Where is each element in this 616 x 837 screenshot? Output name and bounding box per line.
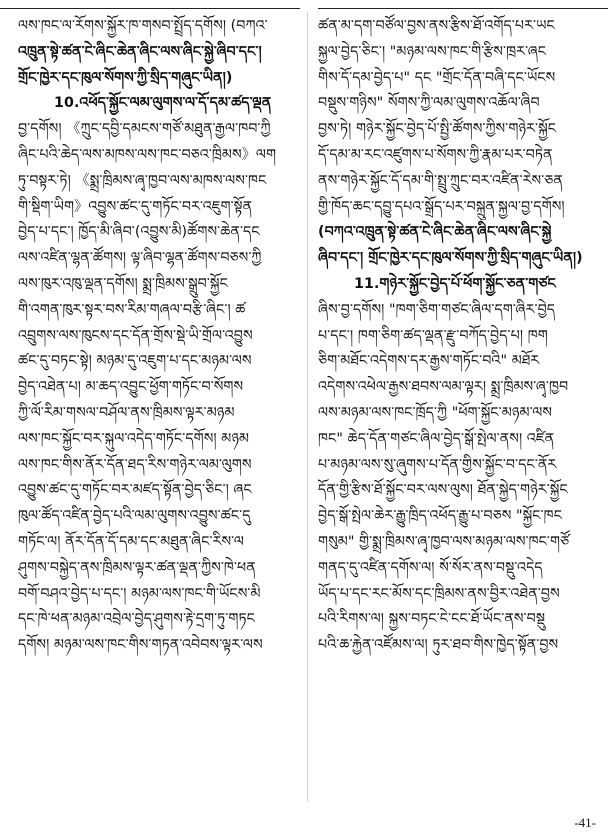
left-column-line: བགོ་བཤའ་བྱེད་པ་དང་། མཉམ་ལས་ཁང་གི་ཡོངས་མི [18, 585, 261, 602]
right-column-line: ཞིས་བྱ་དགོས། "ཁག་ཅིག་གཙང་ཞིལ་དག་ཞིར་བྱེད [318, 301, 556, 318]
left-column-line: ལས་ཁང་གིས་ནོར་དོན་ཐད་རིས་གཉེར་ལམ་ལུགས [18, 456, 252, 473]
right-column-line: ཁང" ཆེད་དོན་གཙང་ཞིལ་བྱེད་སྒོ་སྤེལ་ནས། འཛིན [318, 430, 555, 447]
right-column-line: པ་མཉམ་ལས་སུ་ཞུགས་པ་དོན་གྱིས་སྐྱོང་བ་དང་ནོར [318, 456, 557, 473]
left-column-line: འབྲུགས་ལས་ཁུངས་དང་དོན་གྲོས་སྡེ་ཡི་གྲོལ་འབྱུས [18, 327, 253, 344]
left-column-line: 10.འཕོད་སྐྱོང་ལམ་ལུགས་ལ་དོ་དམ་ཚད་ལྡན [54, 95, 272, 112]
left-column-line: ལས་ཁང་སྐྱོང་བར་སྐུལ་འདེད་གཏོང་དགོས། མཉམ [18, 430, 250, 447]
right-column-line: འདེགས་འཕེལ་རྒྱས་ཐབས་ལམ་ལྟར། སྨྲ་ཁྲིམས་ཞྭ་ཁྱབ [318, 379, 569, 396]
right-column-line: པ་དང་། ཁག་ཅིག་ཚད་ལྡན་རྫུ་བཀོད་བྱེད་པ། ཁག [318, 327, 548, 344]
right-column-line: གྱི་ཁོད་ཆང་དབྱུ་དཔའ་སྒྲོད་པར་བསྐྲུན་སྐྱལ་བྱ་དགོས། [318, 198, 565, 215]
right-column-line: དོན་གྱི་རྩིས་ཐོ་སྐྱོང་བར་ལས་ལུས། ཐོན་སྐྱེད་གཉེར་སྐྱོང [318, 482, 568, 499]
right-column-line: ཞིབ་དང་། གྲོང་ཁྱེར་དང་ཁུལ་སོགས་ཀྱི་སྲིད་གཞུང་ཡིན།) [318, 250, 583, 267]
page-number: -41- [574, 815, 596, 830]
right-column-line: པའི་ཆ་རྐྱེན་འཛོམས་ལ། ཏུར་ཐབ་གིས་ཁྱེད་སྟོན་བྱས [318, 637, 559, 654]
top-rule-left [0, 8, 300, 9]
left-column-line: ལས་ཁང་ལ་རོགས་སྐྱོར་ཁ་གསབ་སྤྲོད་དགོས། (བཀའ་ [18, 18, 268, 34]
left-column-line: ཁུལ་ཚོད་འཛིན་བྱེད་པའི་ལམ་ལུགས་འབྱུས་ཚང་དུ [18, 508, 251, 525]
left-column-line: ཞིང་པའི་ཆེད་ལས་མཁས་ལས་ཁང་བཅའ་ཁྲིམས》ལག [18, 146, 277, 163]
right-column-line: གིས་དོ་དམ་བྱེད་པ" དང "གྲོང་དོན་བཞི་དང་ཡོངས [318, 69, 556, 86]
left-column-line: བྱེད་འཐེན་པ། མ་ཆད་འབྱུང་ཕྱོག་གཏོང་བ་སོགས [18, 379, 244, 396]
right-column-line: ལས་མཉམ་ལས་ཁང་ཁྲོད་ཀྱི "ཕོག་སྐྱོང་མཉམ་ལས [318, 404, 553, 421]
right-column-line: བསྡུས་གཉིས" སོགས་ཀྱི་ལམ་ལུགས་འཆོལ་ཞིབ [318, 95, 540, 112]
top-rule-right [318, 8, 608, 9]
right-column-line: གསུམ" གྱི་སྨྲ་ཁྲིམས་ཞྭ་ཁྱབ་ལས་མཉམ་ལས་ཁང་གཙོ [318, 533, 570, 550]
right-column-line: དོ་དམ་མ་རང་འཛུགས་པ་སོགས་ཀྱི་རྣམ་པར་བཏེན [318, 146, 553, 163]
left-column-line: ལས་འཛིན་ལྷན་ཚོགས། ལྟ་ཞིབ་ལྷན་ཚོགས་བཅས་ཀྱི [18, 250, 262, 267]
right-column-line: གནད་དུ་འཛིན་དགོས་ལ། སོ་སོར་ནས་བསྡུ་འདེད [318, 559, 543, 576]
left-column-line: དགོས། མཉམ་ལས་ཁང་གིས་གཏན་འབེབས་ལྟར་ལས [18, 637, 263, 654]
left-column-line: ཤུགས་བསྐྱེད་ནས་ཁྲིམས་ལྟར་ཚན་ལྡན་ཀྱིས་ཁེ་ཕན [18, 559, 256, 576]
left-column-line: གཏོང་ལ། ནོར་དོན་དོ་དམ་དང་མཐུན་ཞིང་རིས་ལ [18, 533, 244, 550]
left-column-line: གྲོང་ཁྱེར་དང་ཁུལ་སོགས་ཀྱི་སྲིད་གཞུང་ཡིན།) [18, 69, 233, 86]
left-column-line: ཏུ་བསྟར་ཏེ། 《སྨྲ་ཁྲིམས་ཞྭ་ཁྱབ་ལས་མཁས་ལས་ཁང [18, 172, 267, 189]
right-column-line: 11.གཉེར་སྐྱོང་བྱེད་པོ་ཕོག་སྐྱོང་ཅན་གཙང [354, 275, 556, 292]
right-column-line: ཡོད་པ་དང་རང་མོས་དང་ཁྲིམས་ནས་བྱིར་འཐེན་བྱས [318, 585, 560, 602]
left-column-line: གི་སྡིག་ཡིག》འབྱུས་ཚང་དུ་གཏོང་བར་འཇུག་སྟོན [18, 198, 253, 215]
right-column-line: ནས་གཉེར་སྐྱོང་དོ་དམ་གི་སྤྲུ་ཀྲུང་བར་འཛིན་རེས་ཅན [318, 172, 563, 189]
right-column [318, 14, 596, 659]
right-column-line: ཚན་མ་དག་བཙོལ་བྱས་ནས་རྩིས་ཐོ་འགོད་པར་ཡང [318, 18, 555, 34]
left-column [18, 14, 298, 659]
left-column-line: བྱ་དགོས། 《ཀྲུང་དབྱི་དམངས་གཙོ་མཐུན་རྒྱལ་ཁབ་ཀྱི [18, 121, 271, 138]
left-column-line: ཚང་དུ་བཏང་སྟེ། མཉམ་དུ་འཇུག་པ་དང་མཉམ་ལས [18, 353, 252, 370]
right-column-line: སྐྱལ་བྱེད་ཅིང་། "མཉམ་ལས་ཁང་གི་རྩིས་ཁྲར་ཞང [318, 43, 547, 60]
right-column-line: བྱས་ཏེ། གཉེར་སྐྱོང་བྱེད་པོ་སྤྱི་ཚོགས་ཀྱིས་གཉེར་སྐྱོང [318, 121, 557, 138]
right-column-line: པའི་རིགས་ལ། སྐྱས་བཏང་ངེ་ངང་ཐོ་ཡོང་ནས་བསྡུ [318, 611, 546, 628]
left-column-line: འབྱུས་ཚང་དུ་གཏོང་བར་མཛད་སྟོན་བྱེད་ཅིང་། ཞང [18, 482, 252, 499]
left-column-line: གི་འགན་ཁུར་སྟར་བས་རིམ་གཞལ་བརྩི་ཞིང་། ཚ [18, 301, 246, 318]
left-column-line: བྱེད་པ་དང་། ཁྱོད་མི་ཞིབ་(འབྱུས་མི)ཚོགས་ཆེན་དང [18, 224, 260, 241]
left-column-line: ཀྱི་ལོ་རིམ་གསལ་བཤོལ་ནས་ཁྲིམས་ལྟར་མཉམ [18, 404, 235, 421]
right-column-line: བྱེད་སྒོ་སྤེལ་ཆེར་རྒྱུ་ཁྲིད་འཕོད་རྒྱུ་པ་བཅས "སྐྱོང་ཁང [318, 508, 562, 525]
left-column-line: དང་ཁེ་ཕན་མཉམ་འབྲེལ་བྱེད་ཤུགས་རྟེ་དྲག་ཏུ་གཏང [18, 611, 255, 628]
right-column-line: (བཀའ་འཁྲུན་སྟེ་ཚན་ངེ་ཞིང་ཆེན་ཞིང་ལས་ཞིང་སྐྱེ [318, 224, 552, 241]
left-column-line: ལས་ཁུར་འཁུ་ལྡན་དགོས། སྨྲ་ཁྲིམས་སྒྲུབ་སྐྱོང [18, 275, 228, 292]
column-divider [307, 12, 308, 802]
left-column-line: འཁྲུན་སྟེ་ཚན་ངེ་ཞིང་ཆེན་ཞིང་ལས་ཞིང་སྐྱེ་ཞིབ་དང་། [18, 43, 262, 60]
right-column-line: ཅིག་མཐོང་འདེགས་དར་རྒྱས་གཏོང་བའི" མཐོར [318, 353, 540, 370]
